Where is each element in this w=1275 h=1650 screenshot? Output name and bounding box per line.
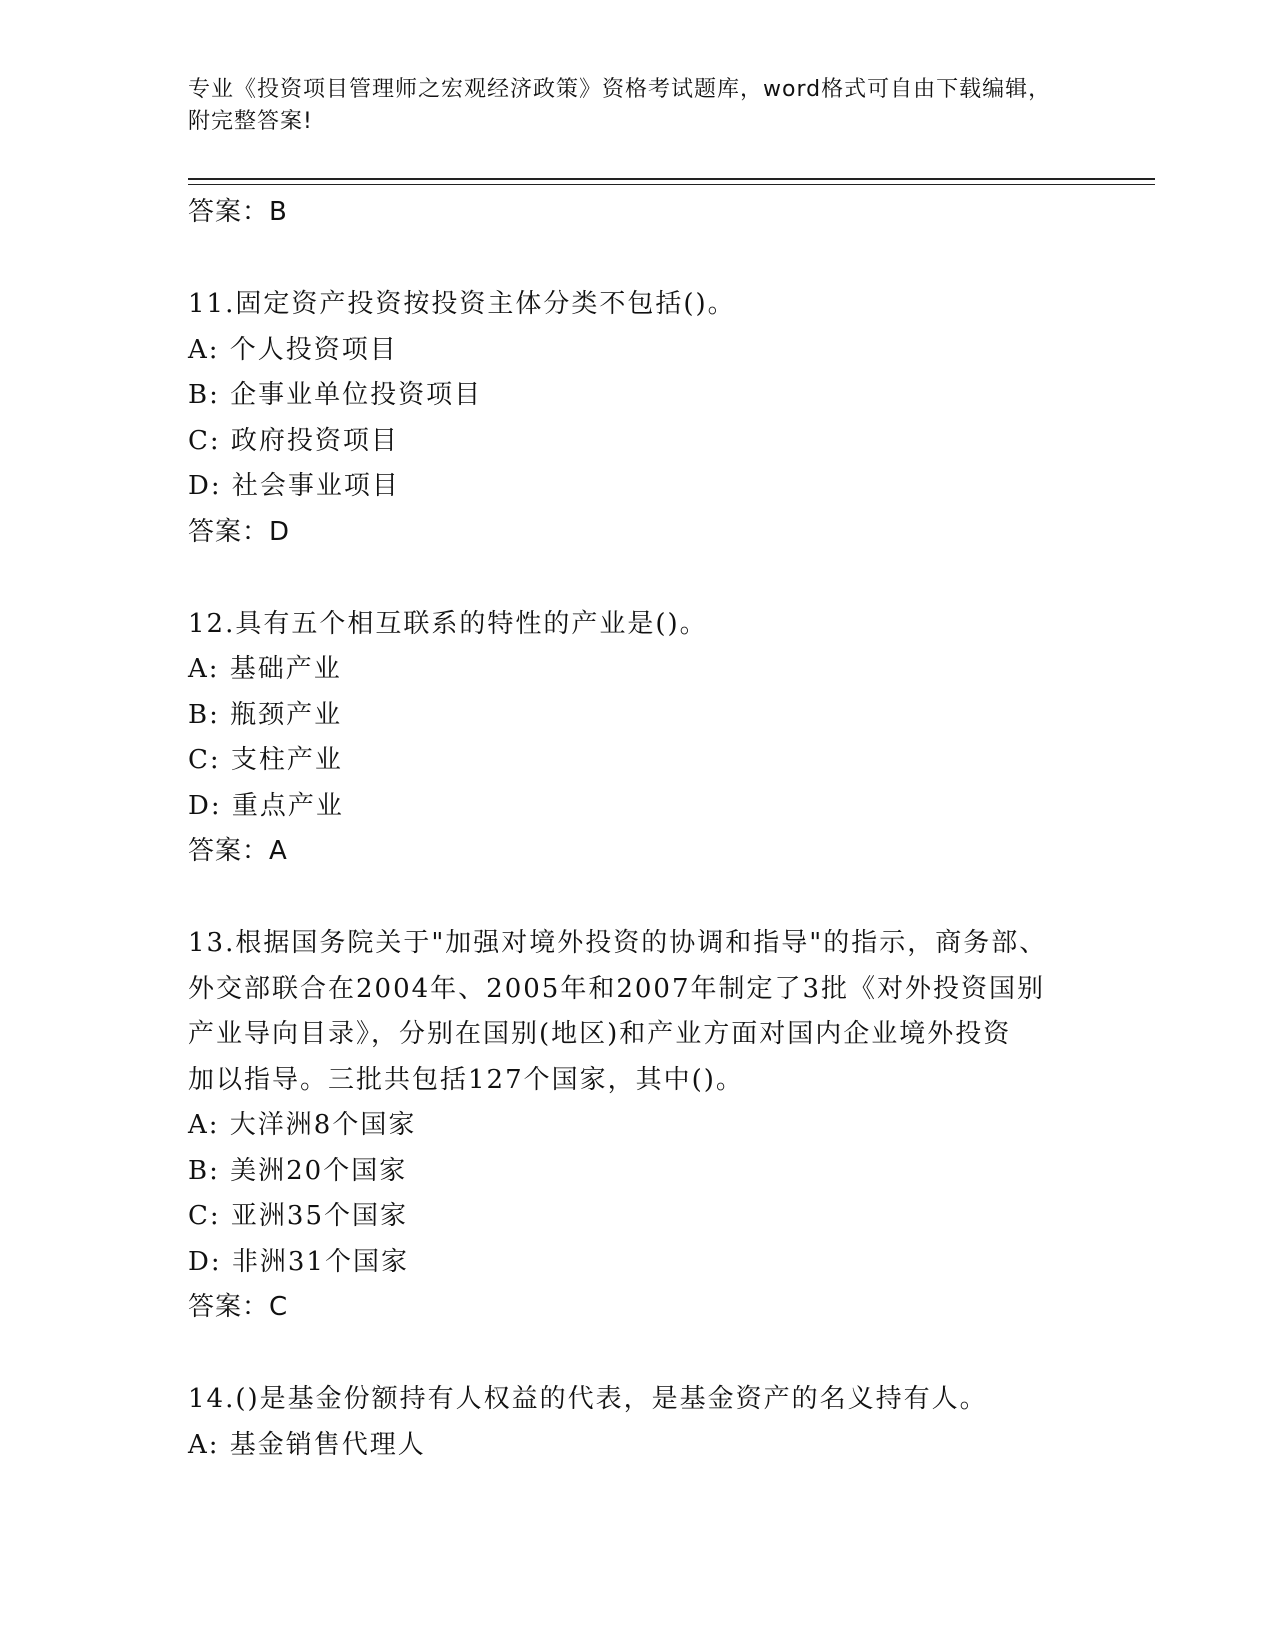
question-stem-line: 加以指导。三批共包括127个国家，其中()。 <box>188 1064 744 1095</box>
option-a: A: 基础产业 <box>188 654 342 684</box>
header-rule-thick <box>188 178 1155 180</box>
answer-line: 答案：B <box>188 197 288 227</box>
option-b: B: 瓶颈产业 <box>188 699 343 730</box>
option-a: A: 个人投资项目 <box>188 334 398 365</box>
document-header: 专业《投资项目管理师之宏观经济政策》资格考试题库，word格式可自由下载编辑，附完整答案! <box>188 77 1052 134</box>
question-stem: 12.具有五个相互联系的特性的产业是()。 <box>188 608 708 639</box>
question-stem-line: 外交部联合在2004年、2005年和2007年制定了3批《对外投资国别 <box>188 973 1046 1004</box>
option-d: D: 社会事业项目 <box>188 471 400 501</box>
answer-line: 答案：C <box>188 1292 289 1322</box>
option-b: B: 美洲20个国家 <box>188 1155 408 1186</box>
option-a: A: 基金销售代理人 <box>188 1429 426 1460</box>
header-rule-thin <box>188 184 1155 185</box>
option-d: D: 非洲31个国家 <box>188 1246 409 1277</box>
answer-line: 答案：A <box>188 836 288 866</box>
question-stem-line: 产业导向目录》，分别在国别(地区)和产业方面对国内企业境外投资 <box>188 1019 1012 1049</box>
question-stem-line: 13.根据国务院关于"加强对境外投资的协调和指导"的指示，商务部、 <box>188 928 1048 958</box>
option-c: C: 支柱产业 <box>188 745 343 775</box>
option-c: C: 亚洲35个国家 <box>188 1201 409 1231</box>
question-14 <box>188 1377 1088 1468</box>
answer-line: 答案：D <box>188 516 291 547</box>
option-b: B: 企事业单位投资项目 <box>188 380 483 410</box>
option-a: A: 大洋洲8个国家 <box>188 1110 417 1140</box>
question-list <box>188 190 1088 1468</box>
question-13 <box>188 921 1088 1329</box>
question-stem: 11.固定资产投资按投资主体分类不包括()。 <box>188 289 736 319</box>
question-12 <box>188 602 1088 874</box>
option-d: D: 重点产业 <box>188 790 344 821</box>
option-c: C: 政府投资项目 <box>188 425 399 456</box>
question-11 <box>188 282 1088 554</box>
question-stem: 14.()是基金份额持有人权益的代表，是基金资产的名义持有人。 <box>188 1384 988 1414</box>
